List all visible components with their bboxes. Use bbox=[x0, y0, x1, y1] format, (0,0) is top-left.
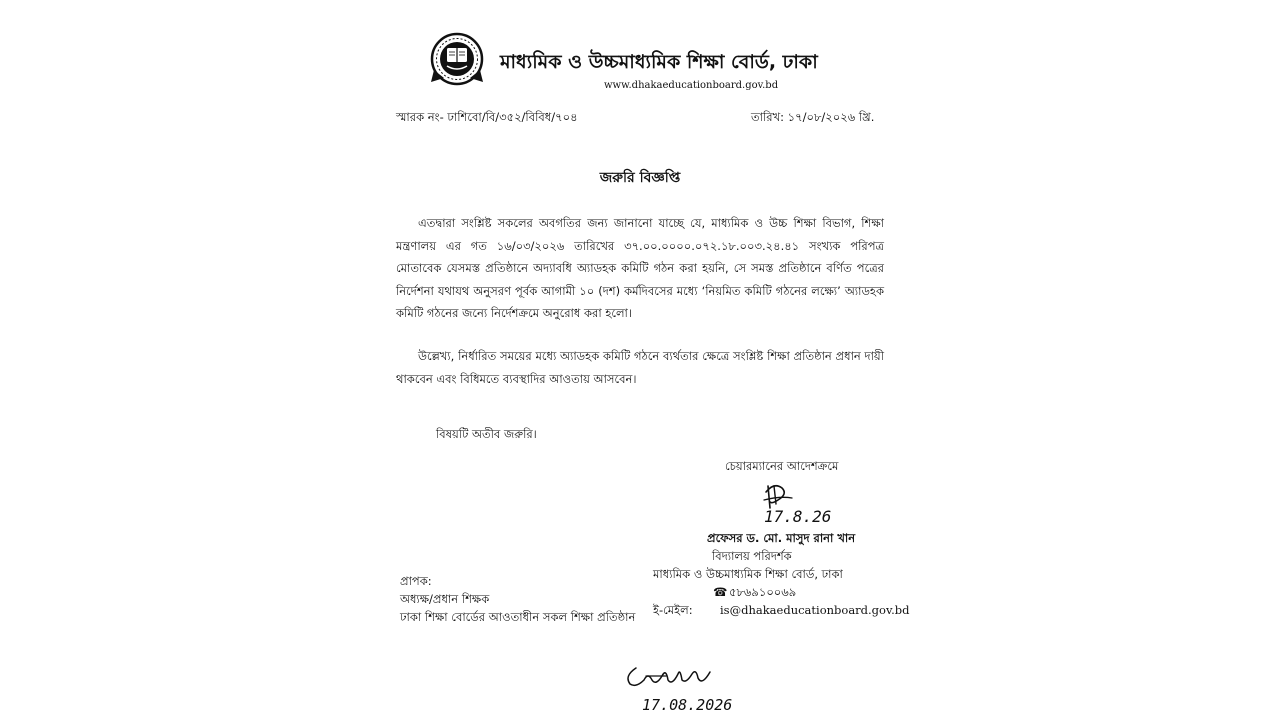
recipient-line-1: অধ্যক্ষ/প্রধান শিক্ষক bbox=[400, 592, 490, 606]
phone-number: ৫৮৬৯১০০৬৯ bbox=[729, 585, 797, 599]
telephone-icon: ☎ bbox=[713, 585, 728, 599]
signatory-name: প্রফেসর ড. মো. মাসুদ রানা খান bbox=[707, 531, 856, 545]
signatory-phone bbox=[713, 584, 796, 600]
board-name: মাধ্যমিক ও উচ্চমাধ্যমিক শিক্ষা বোর্ড, ঢাকা bbox=[500, 51, 818, 73]
signatory-office: মাধ্যমিক ও উচ্চমাধ্যমিক শিক্ষা বোর্ড, ঢাকা bbox=[653, 567, 843, 581]
board-seal-icon bbox=[430, 32, 484, 86]
board-website: www.dhakaeducationboard.gov.bd bbox=[604, 80, 779, 91]
signatory-designation: বিদ্যালয় পরিদর্শক bbox=[712, 549, 792, 563]
recipient-line-2: ঢাকা শিক্ষা বোর্ডের আওতাধীন সকল শিক্ষা প্রতিষ্ঠান bbox=[400, 610, 636, 624]
notice-paragraph-2: উল্লেখ্য, নির্ধারিত সময়ের মধ্যে অ্যাডহক কমিটি গঠনে ব্যর্থতার ক্ষেত্রে সংশ্লিষ্ট শিক্ষা প্রতিষ্ঠান প্রধান দায়ী থাকবেন এবং বিধিমতে ব্যবস্থাদির আওতায় আসবেন। bbox=[396, 349, 884, 386]
signatory-handwritten-signature bbox=[762, 478, 834, 526]
memo-number: স্মারক নং- ঢাশিবো/বি/৩৫২/বিবিধ/৭০৪ bbox=[396, 110, 578, 124]
email-label: ই-মেইল: bbox=[653, 603, 693, 617]
signatory-handwritten-date: 17.8.26 bbox=[764, 507, 832, 526]
by-order-line: চেয়ারম্যানের আদেশক্রমে bbox=[725, 459, 839, 473]
memo-date: তারিখ: ১৭/০৮/২০২৬ খ্রি. bbox=[751, 110, 875, 124]
notice-title: জরুরি বিজ্ঞপ্তি bbox=[599, 170, 681, 186]
footer-handwritten-date: 17.08.2026 bbox=[642, 696, 733, 714]
notice-paragraph-3: বিষয়টি অতীব জরুরি। bbox=[436, 427, 537, 441]
footer-handwritten-signature bbox=[622, 658, 748, 714]
notice-paragraph-1: এতদ্বারা সংশ্লিষ্ট সকলের অবগতির জন্য জানানো যাচ্ছে যে, মাধ্যমিক ও উচ্চ শিক্ষা বিভাগ, শিক্ষা মন্ত্রণালয় এর গত ১৬/০৩/২০২৬ তারিখের ৩৭.০০.০০০০.০৭২.১৮.০০৩.২৪.৪১ সংখ্যক পরিপত্র মোতাবেক যেসমস্ত প্রতিষ্ঠানে অদ্যাবধি অ্যাডহক কমিটি গঠন করা হয়নি, সে সমস্ত প্রতিষ্ঠানে বর্ণিত পত্রের নির্দেশনা যথাযথ অনুসরণ পূর্বক আগামী ১০ (দশ) কর্মদিবসের মধ্যে ‘নিয়মিত কমিটি গঠনের লক্ষ্যে’ অ্যাডহক কমিটি গঠনের জন্যে নির্দেশক্রমে অনুরোধ করা হলো। bbox=[396, 216, 884, 320]
email-address: is@dhakaeducationboard.gov.bd bbox=[720, 603, 910, 617]
recipient-label: প্রাপক: bbox=[400, 574, 432, 588]
